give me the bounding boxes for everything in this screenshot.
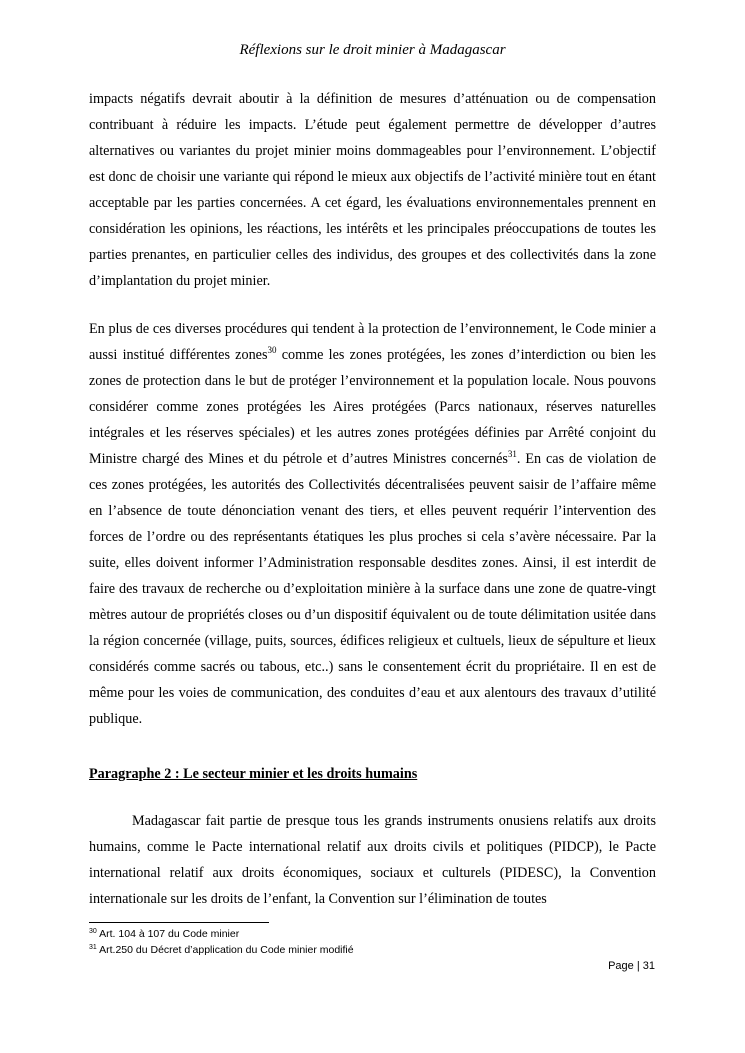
footnote-text: Art.250 du Décret d’application du Code minier modifié <box>96 944 354 956</box>
footnote-ref-31: 31 <box>507 449 517 459</box>
footnote-number: 31 <box>89 944 97 951</box>
running-header: Réflexions sur le droit minier à Madagascar <box>239 42 506 58</box>
footnote-31 <box>89 944 354 956</box>
page-number: Page | 31 <box>608 960 655 972</box>
paragraph-2-part-2: comme les zones protégées, les zones d’interdiction ou bien les zones de protection dans le but de protéger l’environnement et la population locale. Nous pouvons considérer comme zones protégées les Aires protégées (Parcs nationaux, réserves naturelles intégrales et les réserves spéciales) et les autres zones protégées définies par Arrêté conjoint du Ministre chargé des Mines et du pétrole et d’autres Ministres concernés <box>89 347 657 467</box>
footnote-30 <box>89 928 239 940</box>
section-heading: Paragraphe 2 : Le secteur minier et les droits humains <box>89 766 418 782</box>
body-paragraph-3: Madagascar fait partie de presque tous les grands instruments onusiens relatifs aux droits humains, comme le Pacte international relatif aux droits civils et politiques (PIDCP), le Pacte international relatif aux droits économiques, sociaux et culturels (PIDESC), la Convention internationale sur les droits de l’enfant, la Convention sur l’élimination de toutes <box>89 813 656 907</box>
footnote-ref-30: 30 <box>267 345 277 355</box>
paragraph-2-part-3: . En cas de violation de ces zones protégées, les autorités des Collectivités décentralisées peuvent saisir de l’affaire même en l’absence de toute dénonciation venant des tiers, et elles peuvent requérir l’intervention des forces de l’ordre ou des représentants étatiques les plus proches si cela s’avère nécessaire. Par la suite, elles doivent informer l’Administration responsable desdites zones. Ainsi, il est interdit de faire des travaux de recherche ou d’exploitation minière à la surface dans une zone de quatre-vingt mètres autour de propriétés closes ou d’un dispositif équivalent ou de toute délimitation usitée dans la région concernée (village, puits, sources, édifices religieux et cultuels, lieux de sépulture et lieux considérés comme sacrés ou tabous, etc..) sans le consentement écrit du propriétaire. Il en est de même pour les voies de communication, des conduites d’eau et aux alentours des travaux d’utilité publique. <box>89 451 656 727</box>
body-paragraph-1: impacts négatifs devrait aboutir à la définition de mesures d’atténuation ou de compensation contribuant à réduire les impacts. L’étude peut également permettre de développer d’autres alternatives ou variantes du projet minier moins dommageables pour l’environnement. L’objectif est donc de choisir une variante qui répond le mieux aux objectifs de l’activité minière tout en étant acceptable par les parties concernées. A cet égard, les évaluations environnementales prennent en considération les opinions, les réactions, les intérêts et les principales préoccupations de toutes les parties prenantes, en particulier celles des individus, des groupes et des collectivités dans la zone d’implantation du projet minier. <box>89 91 656 289</box>
paragraph-2-part-1: En plus de ces diverses procédures qui tendent à la protection de l’environnement, le Code minier a aussi institué différentes zones <box>89 321 656 363</box>
footnote-divider <box>89 922 269 923</box>
body-paragraph-2 <box>89 316 656 732</box>
footnote-text: Art. 104 à 107 du Code minier <box>96 928 240 940</box>
footnote-number: 30 <box>89 928 97 935</box>
